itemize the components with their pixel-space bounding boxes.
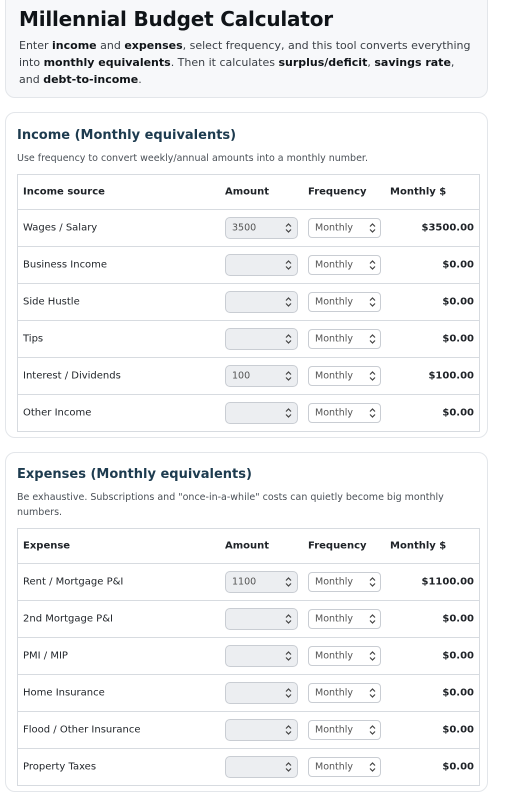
amount-input[interactable] — [225, 608, 298, 630]
income-table — [17, 174, 480, 432]
monthly-value: $0.00 — [442, 761, 474, 773]
table-row — [18, 749, 479, 786]
amount-input[interactable] — [225, 328, 298, 350]
row-label: Flood / Other Insurance — [23, 724, 141, 736]
amount-value: 1100 — [232, 576, 257, 588]
frequency-value: Monthly — [315, 576, 354, 588]
expenses-section-description: Be exhaustive. Subscriptions and "once-in-a-while" costs can quietly become big monthly numbers. — [17, 492, 444, 518]
intro-text: , — [367, 56, 375, 69]
frequency-value: Monthly — [315, 724, 354, 736]
select-arrows-icon — [369, 650, 376, 662]
intro-panel — [5, 0, 488, 98]
column-header-monthly: Monthly $ — [390, 540, 447, 552]
select-arrows-icon — [369, 576, 376, 588]
amount-input[interactable] — [225, 402, 298, 424]
frequency-select[interactable] — [308, 609, 381, 629]
select-arrows-icon — [369, 222, 376, 234]
row-label: PMI / MIP — [23, 650, 68, 662]
frequency-select[interactable] — [308, 329, 381, 349]
stepper-icon[interactable] — [285, 761, 292, 773]
column-header-monthly: Monthly $ — [390, 186, 447, 198]
table-row — [18, 247, 479, 284]
intro-text: Enter — [19, 39, 53, 52]
table-row — [18, 395, 479, 432]
table-row — [18, 321, 479, 358]
frequency-select[interactable] — [308, 255, 381, 275]
row-label: Home Insurance — [23, 687, 105, 699]
intro-description — [19, 37, 474, 88]
amount-input[interactable] — [225, 365, 298, 387]
monthly-value: $0.00 — [442, 296, 474, 308]
table-header-row — [18, 529, 479, 564]
amount-input[interactable] — [225, 217, 298, 239]
monthly-value: $0.00 — [442, 687, 474, 699]
stepper-icon[interactable] — [285, 259, 292, 271]
amount-input[interactable] — [225, 291, 298, 313]
amount-value: 3500 — [232, 222, 257, 234]
row-label: Rent / Mortgage P&I — [23, 576, 124, 588]
intro-keyword: expenses — [124, 39, 183, 52]
frequency-select[interactable] — [308, 292, 381, 312]
frequency-value: Monthly — [315, 761, 354, 773]
intro-text: , select frequency, and this tool converts everything into — [19, 39, 471, 69]
intro-text: , and — [19, 56, 455, 86]
intro-keyword: income — [52, 39, 97, 52]
select-arrows-icon — [369, 761, 376, 773]
expenses-section — [5, 452, 488, 792]
table-row — [18, 564, 479, 601]
table-row — [18, 638, 479, 675]
stepper-icon[interactable] — [285, 296, 292, 308]
row-label: Wages / Salary — [23, 222, 98, 234]
column-header-name: Expense — [23, 540, 71, 552]
expenses-table — [17, 528, 480, 786]
stepper-icon[interactable] — [285, 650, 292, 662]
income-section — [5, 112, 488, 438]
select-arrows-icon — [369, 333, 376, 345]
frequency-select[interactable] — [308, 683, 381, 703]
select-arrows-icon — [369, 687, 376, 699]
column-header-frequency: Frequency — [308, 540, 367, 552]
table-row — [18, 210, 479, 247]
stepper-icon[interactable] — [285, 333, 292, 345]
stepper-icon[interactable] — [285, 613, 292, 625]
monthly-value: $0.00 — [442, 259, 474, 271]
frequency-select[interactable] — [308, 366, 381, 386]
column-header-name: Income source — [23, 186, 105, 198]
frequency-value: Monthly — [315, 259, 354, 271]
frequency-select[interactable] — [308, 757, 381, 777]
row-label: 2nd Mortgage P&I — [23, 613, 113, 625]
amount-value: 100 — [232, 370, 251, 382]
select-arrows-icon — [369, 259, 376, 271]
income-section-description: Use frequency to convert weekly/annual amounts into a monthly number. — [17, 153, 368, 164]
stepper-icon[interactable] — [285, 407, 292, 419]
frequency-value: Monthly — [315, 370, 354, 382]
stepper-icon[interactable] — [285, 687, 292, 699]
amount-input[interactable] — [225, 571, 298, 593]
frequency-value: Monthly — [315, 296, 354, 308]
intro-text: and — [96, 39, 125, 52]
monthly-value: $1100.00 — [421, 576, 474, 588]
monthly-value: $0.00 — [442, 650, 474, 662]
expenses-section-title: Expenses (Monthly equivalents) — [17, 467, 252, 482]
amount-input[interactable] — [225, 254, 298, 276]
stepper-icon[interactable] — [285, 576, 292, 588]
intro-text: . — [138, 73, 142, 86]
table-row — [18, 712, 479, 749]
row-label: Side Hustle — [23, 296, 80, 308]
select-arrows-icon — [369, 724, 376, 736]
frequency-select[interactable] — [308, 646, 381, 666]
frequency-value: Monthly — [315, 650, 354, 662]
amount-input[interactable] — [225, 682, 298, 704]
frequency-value: Monthly — [315, 222, 354, 234]
row-label: Interest / Dividends — [23, 370, 121, 382]
page-title: Millennial Budget Calculator — [19, 7, 333, 31]
stepper-icon[interactable] — [285, 222, 292, 234]
select-arrows-icon — [369, 613, 376, 625]
monthly-value: $0.00 — [442, 613, 474, 625]
column-header-amount: Amount — [225, 186, 270, 198]
stepper-icon[interactable] — [285, 724, 292, 736]
intro-keyword: savings rate — [374, 56, 451, 69]
amount-input[interactable] — [225, 756, 298, 778]
frequency-select[interactable] — [308, 572, 381, 592]
column-header-frequency: Frequency — [308, 186, 367, 198]
amount-input[interactable] — [225, 719, 298, 741]
monthly-value: $0.00 — [442, 407, 474, 419]
table-row — [18, 284, 479, 321]
intro-text: . Then it calculates — [170, 56, 279, 69]
intro-keyword: monthly equivalents — [43, 56, 171, 69]
monthly-value: $0.00 — [442, 724, 474, 736]
table-header-row — [18, 175, 479, 210]
intro-keyword: debt-to-income — [43, 73, 139, 86]
frequency-value: Monthly — [315, 613, 354, 625]
table-row — [18, 601, 479, 638]
frequency-select[interactable] — [308, 720, 381, 740]
row-label: Business Income — [23, 259, 108, 271]
amount-input[interactable] — [225, 645, 298, 667]
income-section-title: Income (Monthly equivalents) — [17, 128, 237, 143]
stepper-icon[interactable] — [285, 370, 292, 382]
frequency-value: Monthly — [315, 407, 354, 419]
row-label: Other Income — [23, 407, 92, 419]
intro-keyword: surplus/deficit — [278, 56, 368, 69]
frequency-value: Monthly — [315, 333, 354, 345]
select-arrows-icon — [369, 296, 376, 308]
row-label: Tips — [23, 333, 44, 345]
frequency-select[interactable] — [308, 403, 381, 423]
column-header-amount: Amount — [225, 540, 270, 552]
table-row — [18, 358, 479, 395]
monthly-value: $3500.00 — [421, 222, 474, 234]
monthly-value: $100.00 — [428, 370, 474, 382]
row-label: Property Taxes — [23, 761, 97, 773]
frequency-value: Monthly — [315, 687, 354, 699]
select-arrows-icon — [369, 407, 376, 419]
monthly-value: $0.00 — [442, 333, 474, 345]
table-row — [18, 675, 479, 712]
select-arrows-icon — [369, 370, 376, 382]
frequency-select[interactable] — [308, 218, 381, 238]
